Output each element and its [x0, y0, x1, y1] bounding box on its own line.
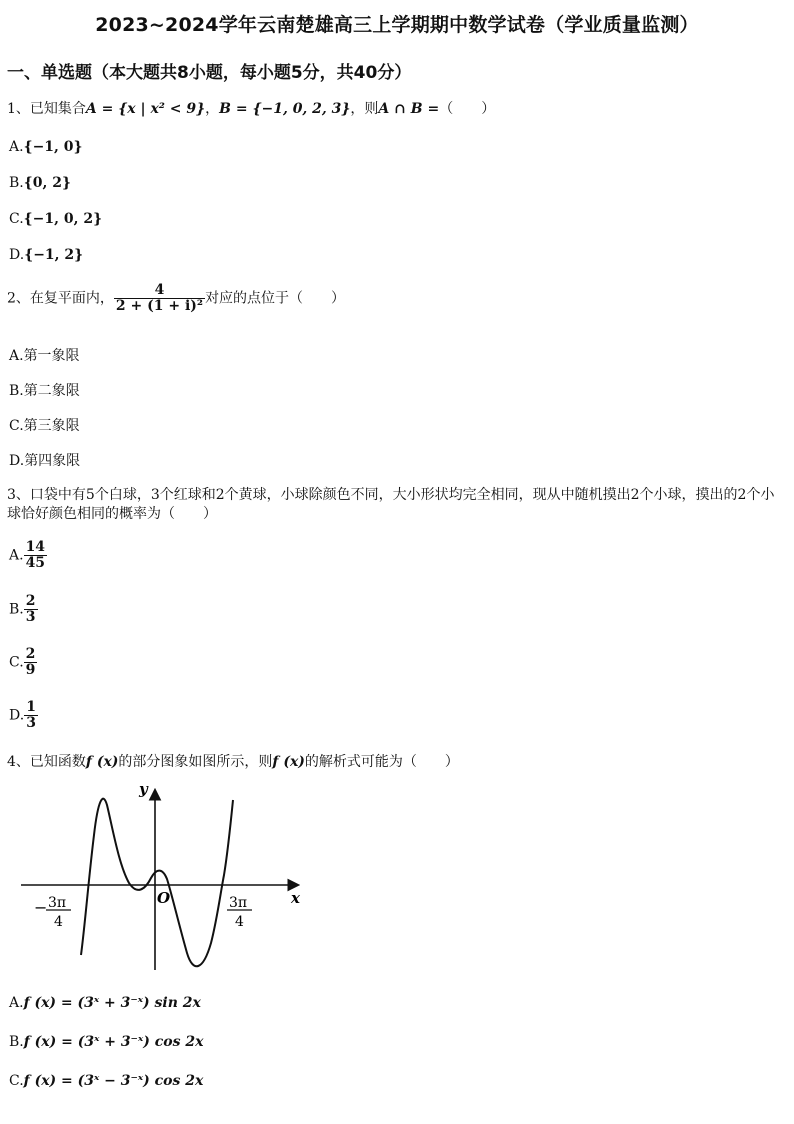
option-b[interactable] [9, 175, 71, 191]
question-stem: 已知集合 [29, 101, 86, 117]
math-function: f (x) [272, 754, 305, 770]
question-stem: 对应的点位于（ ） [205, 290, 346, 307]
tick-sign: − [34, 898, 48, 917]
option-c[interactable] [9, 211, 102, 227]
option-text: f (x) = (3ˣ + 3⁻ˣ) cos 2x [23, 1034, 204, 1050]
option-text: 第二象限 [23, 383, 80, 399]
answer-blank: （ ） [439, 101, 496, 117]
option-fraction [24, 647, 38, 678]
option-label: B. [9, 1034, 24, 1050]
option-label: A. [9, 139, 24, 155]
fraction-numerator: 4 [114, 283, 205, 299]
fraction-numerator: 2 [25, 646, 36, 662]
page-title: 2023~2024学年云南楚雄高三上学期期中数学试卷（学业质量监测） [95, 14, 699, 36]
option-label: D. [9, 707, 25, 724]
option-label: C. [9, 211, 24, 227]
question-stem: 在复平面内， [29, 290, 114, 307]
option-c[interactable] [9, 415, 80, 435]
question-stem: 的解析式可能为（ ） [304, 754, 459, 770]
option-label: B. [9, 601, 24, 618]
question-number: 4、 [7, 754, 30, 770]
option-fraction [24, 594, 38, 625]
option-fraction [24, 540, 47, 571]
math-set-b: B = {−1, 0, 2, 3} [219, 101, 351, 117]
option-a[interactable] [9, 345, 80, 365]
y-axis-label: y [139, 780, 148, 798]
option-b[interactable] [9, 380, 80, 400]
fraction-numerator: 14 [25, 539, 46, 555]
tick-denominator: 4 [235, 914, 244, 930]
question-number: 3、 [7, 487, 30, 503]
option-text: {0, 2} [23, 175, 71, 191]
option-label: A. [9, 547, 24, 564]
option-c[interactable] [9, 647, 37, 678]
option-label: B. [9, 383, 24, 399]
option-label: A. [9, 995, 24, 1011]
option-fraction [24, 700, 38, 731]
question-1 [7, 100, 495, 119]
origin-label: O [157, 889, 171, 907]
function-curve [81, 799, 233, 967]
separator: ， [205, 101, 220, 117]
question-stem: 口袋中有5个白球，3个红球和2个黄球，小球除颜色不同，大小形状均完全相同，现从中随机摸出2个小球，摸出的2个小球恰好颜色相同的概率为（ ） [7, 487, 775, 522]
question-stem: ，则 [350, 101, 379, 117]
question-2 [7, 283, 345, 314]
option-text: f (x) = (3ˣ − 3⁻ˣ) cos 2x [23, 1073, 204, 1089]
option-text: {−1, 2} [24, 247, 84, 263]
option-label: D. [9, 247, 25, 263]
option-label: C. [9, 1073, 24, 1089]
option-label: B. [9, 175, 24, 191]
option-text: {−1, 0, 2} [23, 211, 103, 227]
fraction-denominator: 3 [25, 609, 36, 625]
question-stem: 的部分图象如图所示，则 [118, 754, 273, 770]
option-a[interactable] [9, 540, 47, 571]
option-label: C. [9, 654, 24, 671]
math-fraction [114, 283, 205, 314]
option-text: 第三象限 [23, 418, 80, 434]
tick-numerator: 3π [229, 895, 248, 911]
math-function: f (x) [85, 754, 119, 770]
option-text: 第四象限 [24, 453, 81, 469]
option-label: D. [9, 453, 25, 469]
tick-denominator: 4 [54, 914, 63, 930]
math-expression: A ∩ B = [378, 101, 440, 117]
section-heading: 一、单选题（本大题共8小题，每小题5分，共40分） [7, 63, 412, 83]
option-label: C. [9, 418, 24, 434]
x-axis-label: x [291, 889, 300, 907]
option-text: {−1, 0} [23, 139, 83, 155]
question-number: 1、 [7, 101, 30, 117]
option-text: 第一象限 [23, 348, 80, 364]
fraction-denominator: 45 [25, 555, 46, 571]
fraction-denominator: 9 [25, 662, 36, 678]
fraction-numerator: 1 [26, 699, 36, 715]
option-a[interactable] [9, 139, 83, 155]
option-text: f (x) = (3ˣ + 3⁻ˣ) sin 2x [23, 995, 201, 1011]
question-4 [7, 753, 459, 772]
option-d[interactable] [9, 700, 38, 731]
tick-numerator: 3π [48, 895, 67, 911]
option-d[interactable] [9, 450, 80, 470]
option-b[interactable] [9, 594, 38, 625]
option-b[interactable] [9, 1034, 203, 1050]
question-number: 2、 [7, 290, 30, 307]
option-c[interactable] [9, 1073, 203, 1089]
question-stem: 已知函数 [29, 754, 86, 770]
option-d[interactable] [9, 247, 83, 263]
function-graph [15, 775, 315, 980]
fraction-numerator: 2 [25, 593, 36, 609]
math-set-a: A = {x | x² < 9} [85, 101, 206, 117]
option-label: A. [9, 348, 24, 364]
fraction-denominator: 3 [26, 715, 36, 731]
question-3 [7, 486, 787, 524]
fraction-denominator: 2 + (1 + i)² [115, 298, 204, 314]
option-a[interactable] [9, 995, 201, 1011]
